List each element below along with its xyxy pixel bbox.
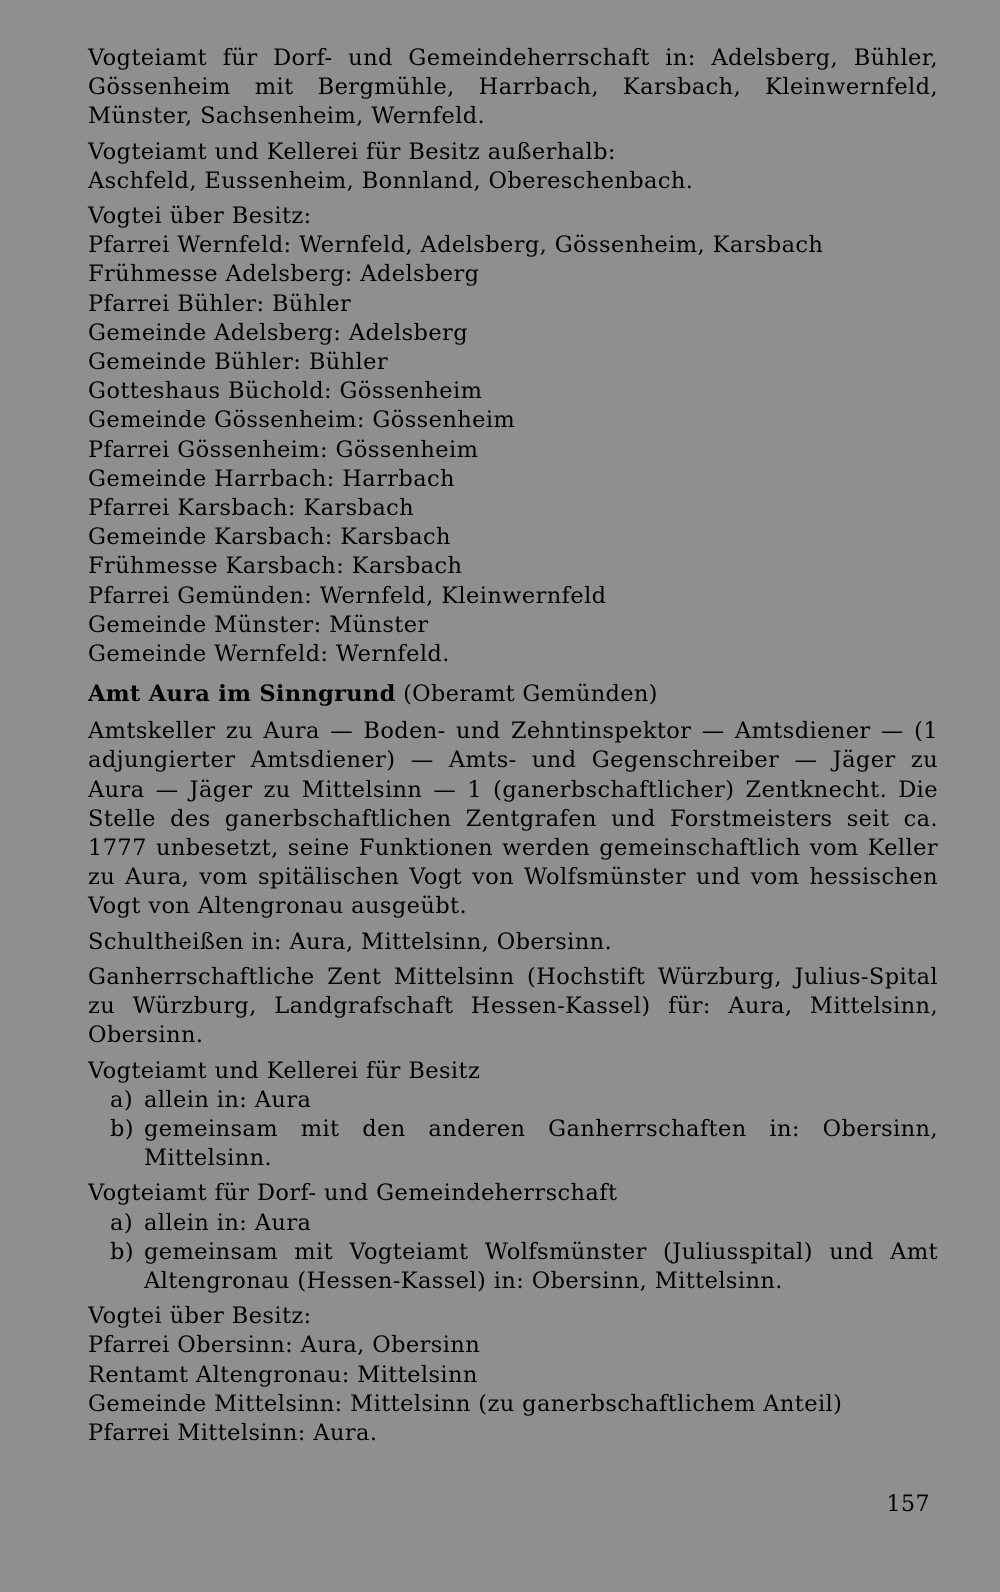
list-item-text: gemeinsam mit den anderen Ganherrschaften in: Obersinn, Mittelsinn. [144, 1115, 938, 1172]
paragraph-zent: Ganherrschaftliche Zent Mittelsinn (Hochstift Würzburg, Julius-Spital zu Würzburg, Landgrafschaft Hessen-Kassel) für: Aura, Mittelsinn, Obersinn. [88, 963, 938, 1049]
list-item [88, 1115, 938, 1173]
list-item-text: allein in: Aura [144, 1209, 312, 1236]
vogtei-line: Gemeinde Karsbach: Karsbach [88, 524, 451, 551]
vogtei-line: Gemeinde Mittelsinn: Mittelsinn (zu ganerbschaftlichem Anteil) [88, 1390, 843, 1417]
paragraph-schultheissen: Schultheißen in: Aura, Mittelsinn, Obersinn. [88, 928, 613, 955]
vogtei-list-1 [88, 202, 938, 669]
vogtei-line: Pfarrei Mittelsinn: Aura. [88, 1419, 378, 1446]
vogtei-line: Frühmesse Karsbach: Karsbach [88, 553, 463, 580]
vogtei-line: Gemeinde Harrbach: Harrbach [88, 465, 455, 492]
vogtei-line: Gemeinde Adelsberg: Adelsberg [88, 319, 469, 346]
vogtei-line: Pfarrei Obersinn: Aura, Obersinn [88, 1332, 481, 1359]
section-heading-title: Amt Aura im Sinngrund [88, 681, 396, 708]
vogtei-line: Pfarrei Gössenheim: Gössenheim [88, 436, 479, 463]
vogtei-line: Gemeinde Bühler: Bühler [88, 349, 388, 376]
list-item-text: allein in: Aura [144, 1086, 312, 1113]
list-marker: a) [110, 1086, 133, 1113]
vogtei-line: Pfarrei Karsbach: Karsbach [88, 495, 415, 522]
vogtei-line: Gemeinde Gössenheim: Gössenheim [88, 407, 516, 434]
list-marker: b) [110, 1238, 134, 1265]
list-marker: a) [110, 1209, 133, 1236]
list-header: Vogteiamt und Kellerei für Besitz [88, 1057, 481, 1084]
vogtei-line: Pfarrei Bühler: Bühler [88, 290, 352, 317]
section-heading [88, 679, 938, 709]
paragraph-vogteiamt-kellerei [88, 1057, 938, 1174]
text-line: Aschfeld, Eussenheim, Bonnland, Obereschenbach. [88, 167, 694, 194]
paragraph-kellerei-ausserhalb [88, 138, 938, 196]
vogtei-header: Vogtei über Besitz: [88, 203, 312, 230]
vogtei-line: Frühmesse Adelsberg: Adelsberg [88, 261, 480, 288]
paragraph-vogteiamt-dorf: Vogteiamt für Dorf- und Gemeindeherrschaft in: Adelsberg, Bühler, Gössenheim mit Bergmühle, Harrbach, Karsbach, Kleinwernfeld, Münster, Sachsenheim, Wernfeld. [88, 45, 938, 130]
vogtei-line: Gemeinde Wernfeld: Wernfeld. [88, 641, 450, 668]
vogtei-line: Rentamt Altengronau: Mittelsinn [88, 1361, 478, 1388]
page-number: 157 [886, 1492, 930, 1517]
list-item-text: gemeinsam mit Vogteiamt Wolfsmünster (Juliusspital) und Amt Altengronau (Hessen-Kassel) in: Obersinn, Mittelsinn. [144, 1238, 938, 1294]
vogtei-line: Gotteshaus Büchold: Gössenheim [88, 378, 483, 405]
text-line: Vogteiamt und Kellerei für Besitz außerhalb: [88, 138, 616, 165]
paragraph-vogteiamt-dorf-2 [88, 1179, 938, 1296]
vogtei-line: Pfarrei Gemünden: Wernfeld, Kleinwernfeld [88, 582, 607, 609]
vogtei-header: Vogtei über Besitz: [88, 1303, 312, 1330]
list-item [88, 1209, 938, 1238]
page-body [88, 44, 938, 1454]
list-marker: b) [110, 1115, 134, 1142]
section-heading-subtitle: (Oberamt Gemünden) [395, 681, 658, 708]
vogtei-list-2 [88, 1302, 938, 1448]
list-item [88, 1086, 938, 1115]
vogtei-line: Pfarrei Wernfeld: Wernfeld, Adelsberg, Gössenheim, Karsbach [88, 232, 824, 259]
paragraph-amtskeller: Amtskeller zu Aura — Boden- und Zehntinspektor — Amtsdiener — (1 adjungierter Amtsdiener) — Amts- und Gegenschreiber — Jäger zu Aura — Jäger zu Mittelsinn — 1 (ganerbschaftlicher) Zentknecht. Die Stelle des ganerbschaftlichen Zentgrafen und Forstmeisters seit ca. 1777 unbesetzt, seine Funktionen werden gemeinschaftlich vom Keller zu Aura, vom spitälischen Vogt von Wolfsmünster und vom hessischen Vogt von Altengronau ausgeübt. [88, 718, 938, 920]
vogtei-line: Gemeinde Münster: Münster [88, 611, 429, 638]
list-item [88, 1238, 938, 1296]
list-header: Vogteiamt für Dorf- und Gemeindeherrschaft [88, 1180, 618, 1207]
